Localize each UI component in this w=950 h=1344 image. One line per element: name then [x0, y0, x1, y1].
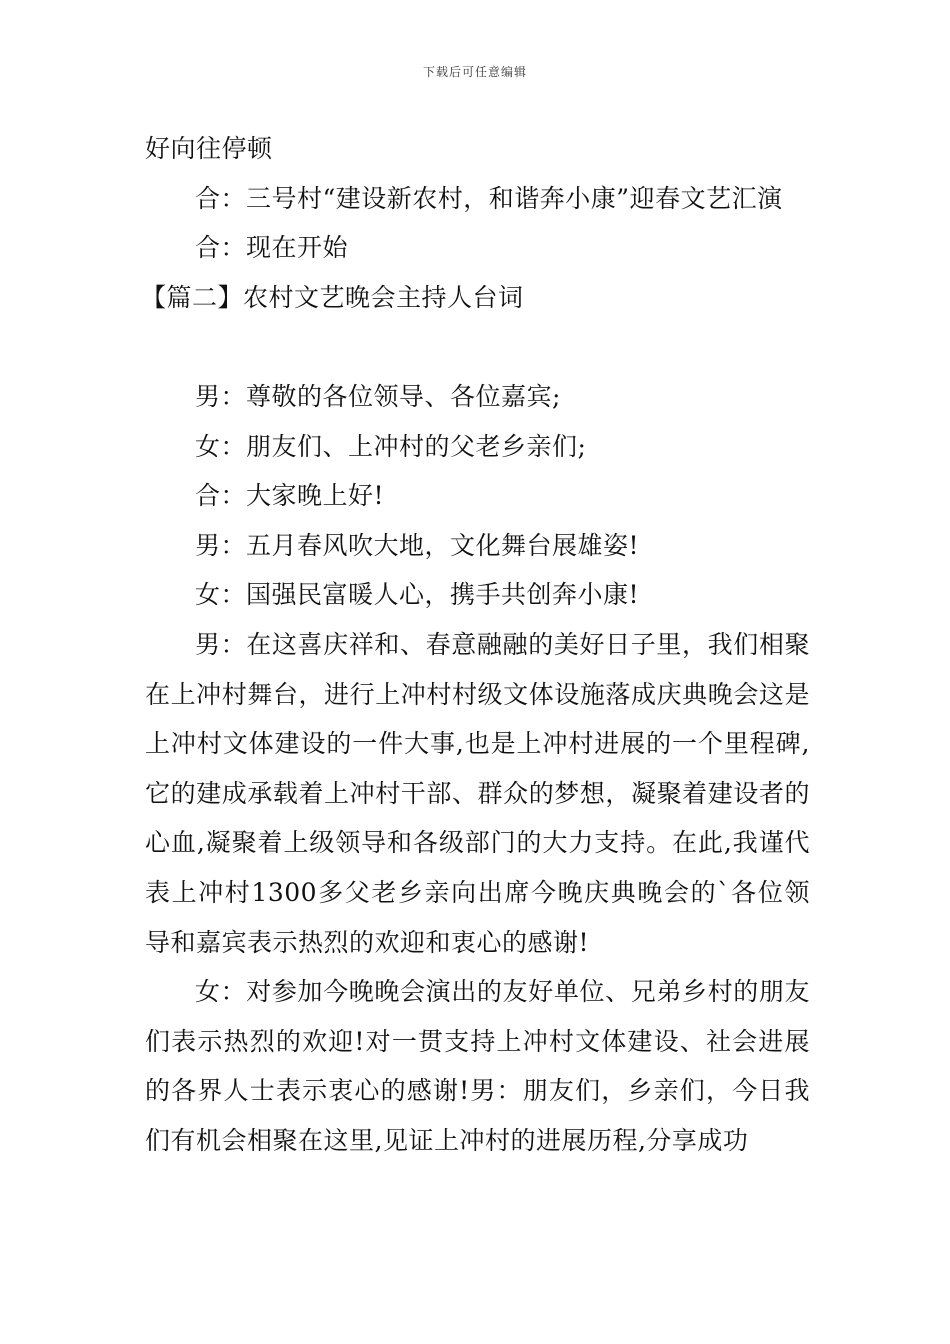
page-header-note: 下载后可任意编辑	[422, 65, 527, 79]
paragraph-continuation: 好向往停顿	[145, 134, 273, 163]
blank-line	[145, 322, 810, 372]
paragraph-announcement: 合：三号村“建设新农村，和谐奔小康”迎春文艺汇演	[195, 183, 783, 213]
paragraph-speech-male: 男：在这喜庆祥和、春意融融的美好日子里，我们相聚在上冲村舞台，进行上冲村村级文体设施落成庆典晚会这是上冲村文体建设的一件大事,也是上冲村进展的一个里程碑,它的建成承载着上冲村干部、群众的梦想，凝聚着建设者的心血,凝聚着上级领导和各级部门的大力支持。在此,我谨代表上冲村1300多父老乡亲向出席今晚庆典晚会的`各位领导和嘉宾表示热烈的欢迎和衷心的感谢!	[145, 629, 811, 957]
paragraph-greeting-male: 男：尊敬的各位领导、各位嘉宾;	[195, 381, 561, 411]
paragraph-couplet-female: 女：国强民富暖人心，携手共创奔小康!	[195, 580, 640, 610]
paragraph-speech-female: 女：对参加今晚晚会演出的友好单位、兄弟乡村的朋友们表示热烈的欢迎!对一贯支持上冲村文体建设、社会进展的各界人士表示衷心的感谢!男：朋友们，乡亲们，今日我们有机会相聚在这里,见证上冲村的进展历程,分享成功	[145, 977, 810, 1155]
paragraph-greeting-together: 合：大家晚上好!	[195, 481, 385, 511]
paragraph-greeting-female: 女：朋友们、上冲村的父老乡亲们;	[195, 431, 587, 461]
paragraph-couplet-male: 男：五月春风吹大地，文化舞台展雄姿!	[195, 530, 640, 560]
document-body	[141, 124, 811, 1165]
section-title: 【篇二】农村文艺晚会主持人台词	[141, 282, 524, 312]
paragraph-start: 合：现在开始	[195, 233, 349, 263]
